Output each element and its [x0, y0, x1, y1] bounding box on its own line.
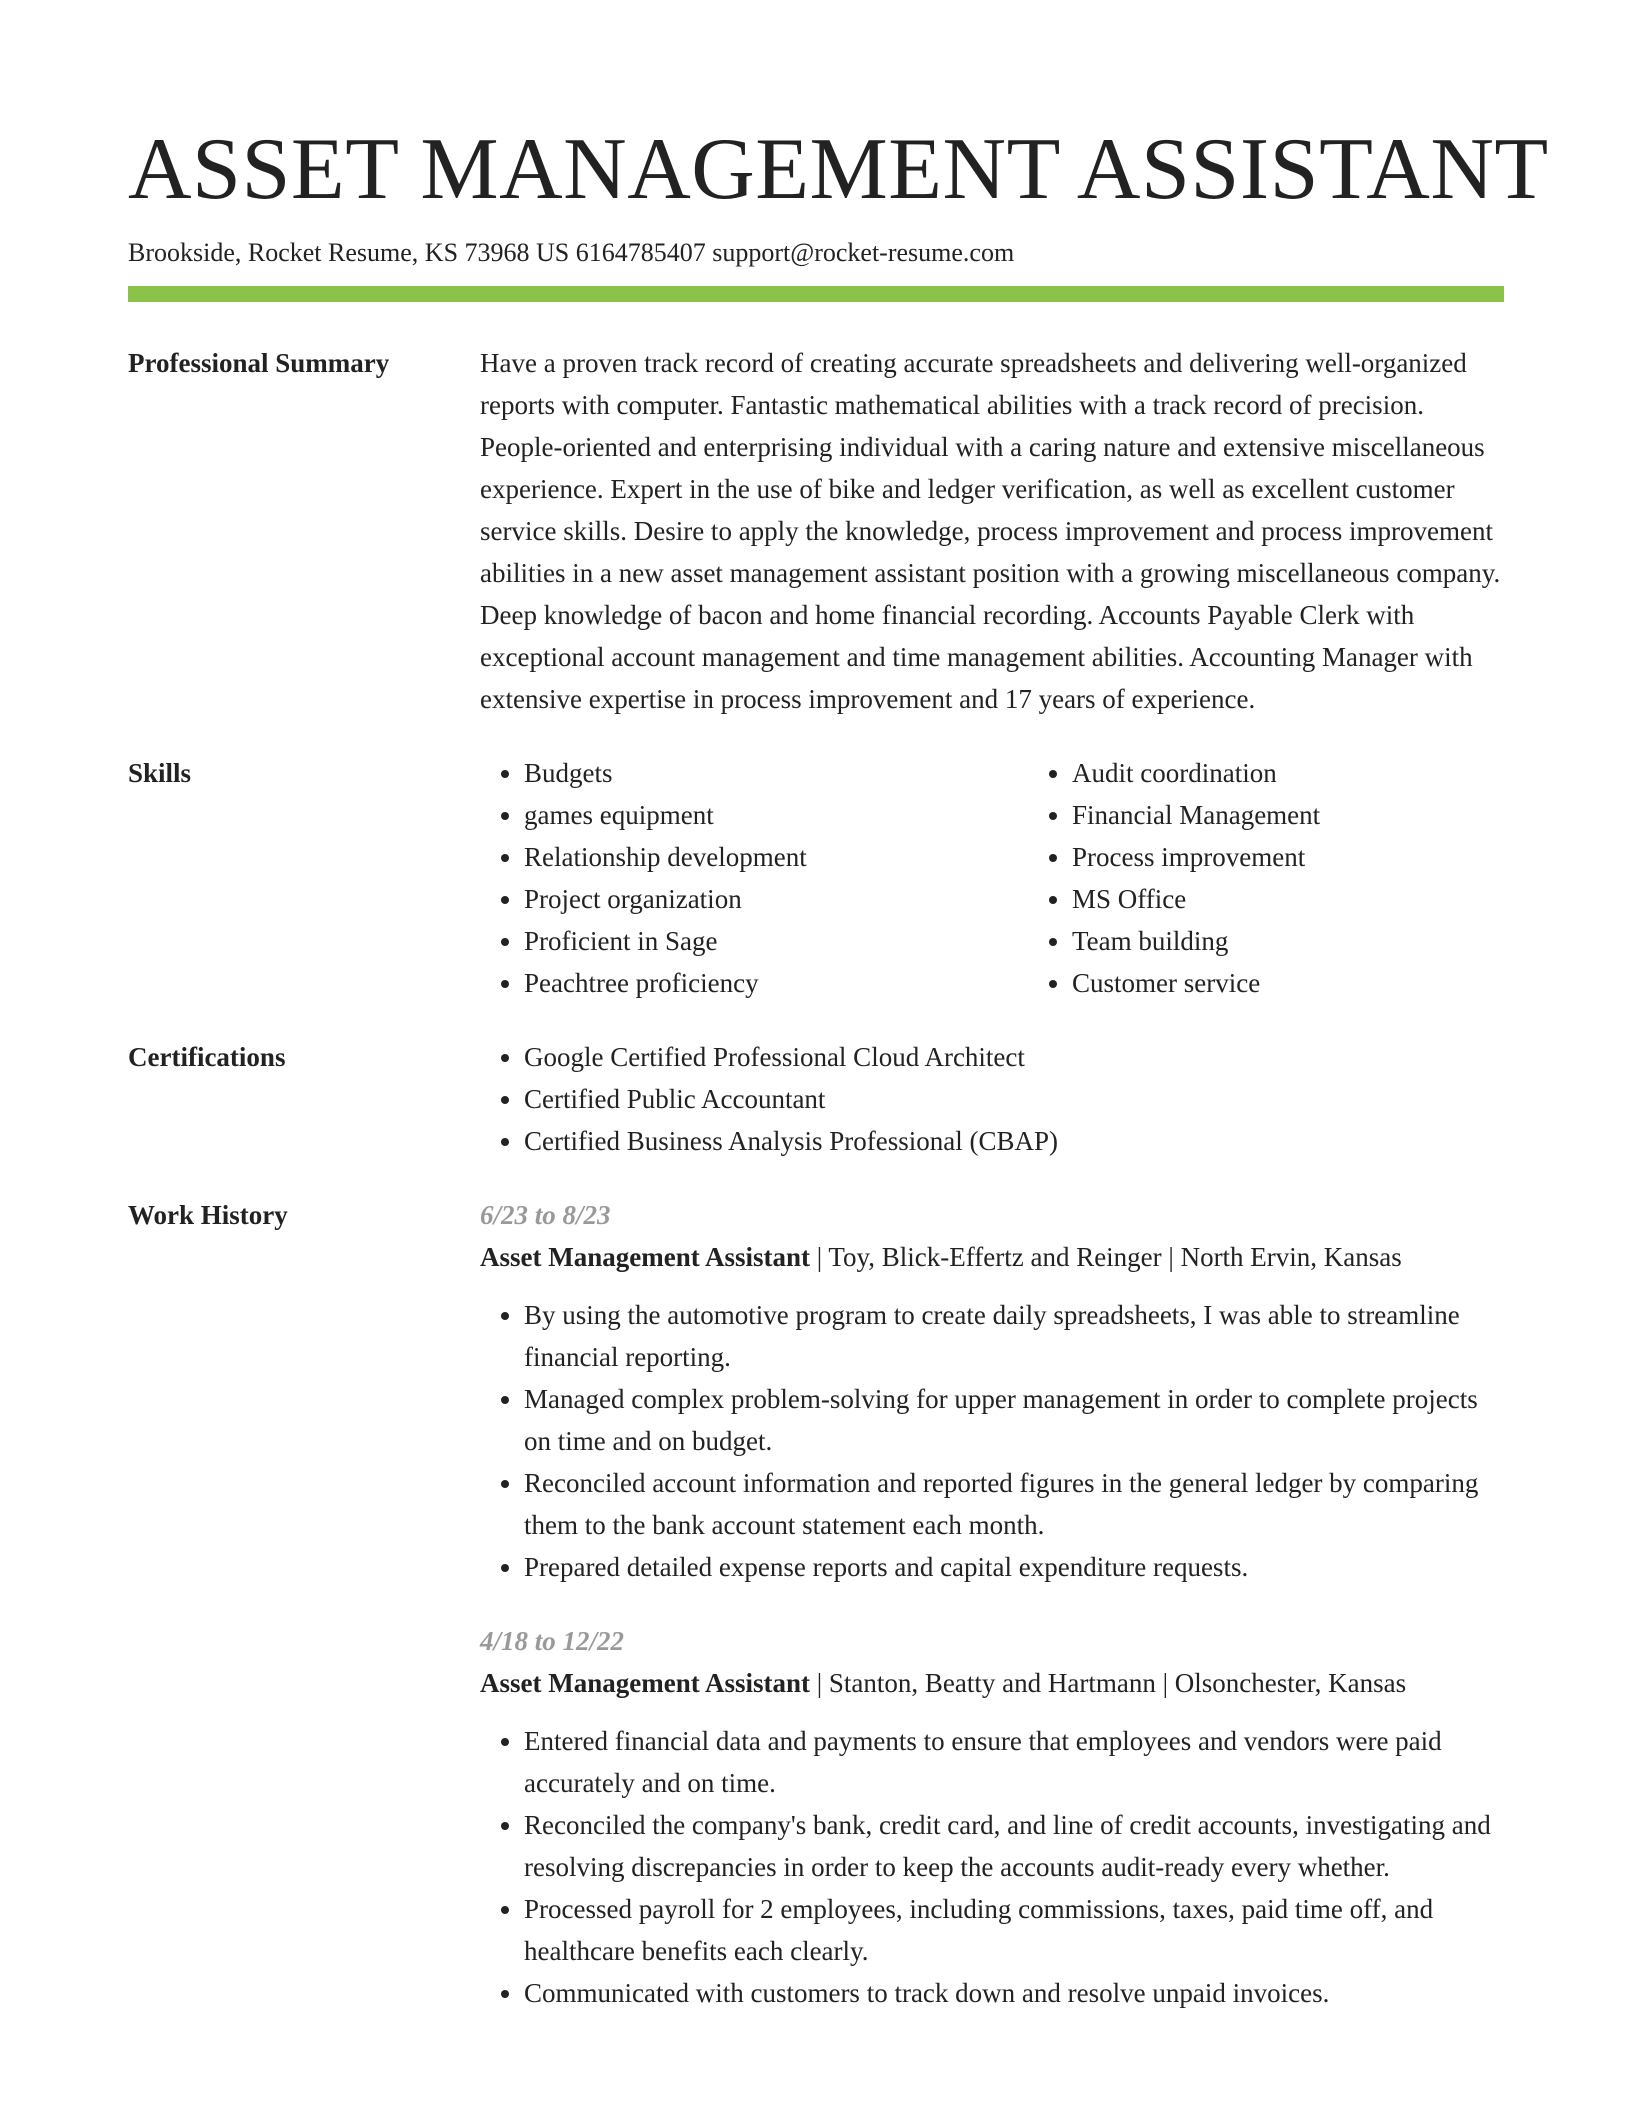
- resume-title: ASSET MANAGEMENT ASSISTANT: [128, 121, 1549, 218]
- contact-info: Brookside, Rocket Resume, KS 73968 US 6164785407 support@rocket-resume.com: [128, 238, 1015, 267]
- skill-item: • Process improvement: [1072, 836, 1576, 878]
- summary-body: [480, 342, 1504, 720]
- section-label-certifications: Certifications: [128, 1042, 286, 1072]
- job-bullet: • Managed complex problem-solving for upper management in order to complete projects on time and on budget.: [524, 1378, 1504, 1462]
- skill-item: • Customer service: [1072, 962, 1576, 1004]
- skill-item: • Audit coordination: [1072, 752, 1576, 794]
- section-label-skills: Skills: [128, 758, 192, 788]
- certification-item: • Certified Public Accountant: [524, 1078, 1504, 1120]
- skills-grid: [480, 752, 1576, 1004]
- work-history-body: [480, 1194, 1504, 2014]
- job-title: Asset Management Assistant: [480, 1668, 810, 1698]
- certifications-section: [128, 1036, 1504, 1162]
- job-bullet: • Reconciled the company's bank, credit card, and line of credit accounts, investigating and resolving discrepancies in order to keep the accounts audit-ready every whether.: [524, 1804, 1504, 1888]
- accent-divider: [128, 286, 1504, 302]
- job-entry: [480, 1194, 1504, 1588]
- resume-page: [128, 118, 1549, 2014]
- summary-text: Have a proven track record of creating accurate spreadsheets and delivering well-organized reports with computer. Fantastic mathematical abilities with a track record of precision. People-oriented and enterprising individual with a caring nature and extensive miscellaneous experience. Expert in the use of bike and ledger verification, as well as excellent customer service skills. Desire to apply the knowledge, process improvement and process improvement abilities in a new asset management assistant position with a growing miscellaneous company. Deep knowledge of bacon and home financial recording. Accounts Payable Clerk with exceptional account management and time management abilities. Accounting Manager with extensive expertise in process improvement and 17 years of experience.: [480, 348, 1501, 714]
- skill-item: • Team building: [1072, 920, 1576, 962]
- summary-section: [128, 342, 1504, 720]
- certification-item: • Google Certified Professional Cloud Architect: [524, 1036, 1504, 1078]
- skill-item: • Financial Management: [1072, 794, 1576, 836]
- job-title: Asset Management Assistant: [480, 1242, 810, 1272]
- job-bullets: [480, 1720, 1504, 2014]
- skill-item: • Peachtree proficiency: [524, 962, 1028, 1004]
- skill-item: • games equipment: [524, 794, 1028, 836]
- section-label-work-history: Work History: [128, 1200, 288, 1230]
- job-bullet: • Prepared detailed expense reports and capital expenditure requests.: [524, 1546, 1504, 1588]
- job-heading: [480, 1236, 1504, 1278]
- skill-item: • Budgets: [524, 752, 1028, 794]
- skill-item: • Proficient in Sage: [524, 920, 1028, 962]
- certification-item: • Certified Business Analysis Professional (CBAP): [524, 1120, 1504, 1162]
- job-bullet: • By using the automotive program to create daily spreadsheets, I was able to streamline financial reporting.: [524, 1294, 1504, 1378]
- skills-list-right: [1028, 752, 1576, 1004]
- skill-item: • MS Office: [1072, 878, 1576, 920]
- certifications-body: [480, 1036, 1504, 1162]
- job-employer-location: | Stanton, Beatty and Hartmann | Olsonchester, Kansas: [810, 1668, 1407, 1698]
- job-bullets: [480, 1294, 1504, 1588]
- job-bullet: • Entered financial data and payments to ensure that employees and vendors were paid accurately and on time.: [524, 1720, 1504, 1804]
- job-bullet: • Processed payroll for 2 employees, including commissions, taxes, paid time off, and healthcare benefits each clearly.: [524, 1888, 1504, 1972]
- job-dates: 6/23 to 8/23: [480, 1200, 611, 1230]
- skills-body: [480, 752, 1576, 1004]
- skill-item: • Project organization: [524, 878, 1028, 920]
- skills-list-left: [480, 752, 1028, 1004]
- job-employer-location: | Toy, Blick-Effertz and Reinger | North Ervin, Kansas: [810, 1242, 1402, 1272]
- certifications-list: [480, 1036, 1504, 1162]
- job-heading: [480, 1662, 1504, 1704]
- section-label-summary: Professional Summary: [128, 348, 390, 378]
- work-history-section: [128, 1194, 1504, 2014]
- job-bullet: • Communicated with customers to track down and resolve unpaid invoices.: [524, 1972, 1504, 2014]
- skill-item: • Relationship development: [524, 836, 1028, 878]
- job-entry: [480, 1620, 1504, 2014]
- job-bullet: • Reconciled account information and reported figures in the general ledger by comparing them to the bank account statement each month.: [524, 1462, 1504, 1546]
- skills-section: [128, 752, 1504, 1004]
- job-dates: 4/18 to 12/22: [480, 1626, 625, 1656]
